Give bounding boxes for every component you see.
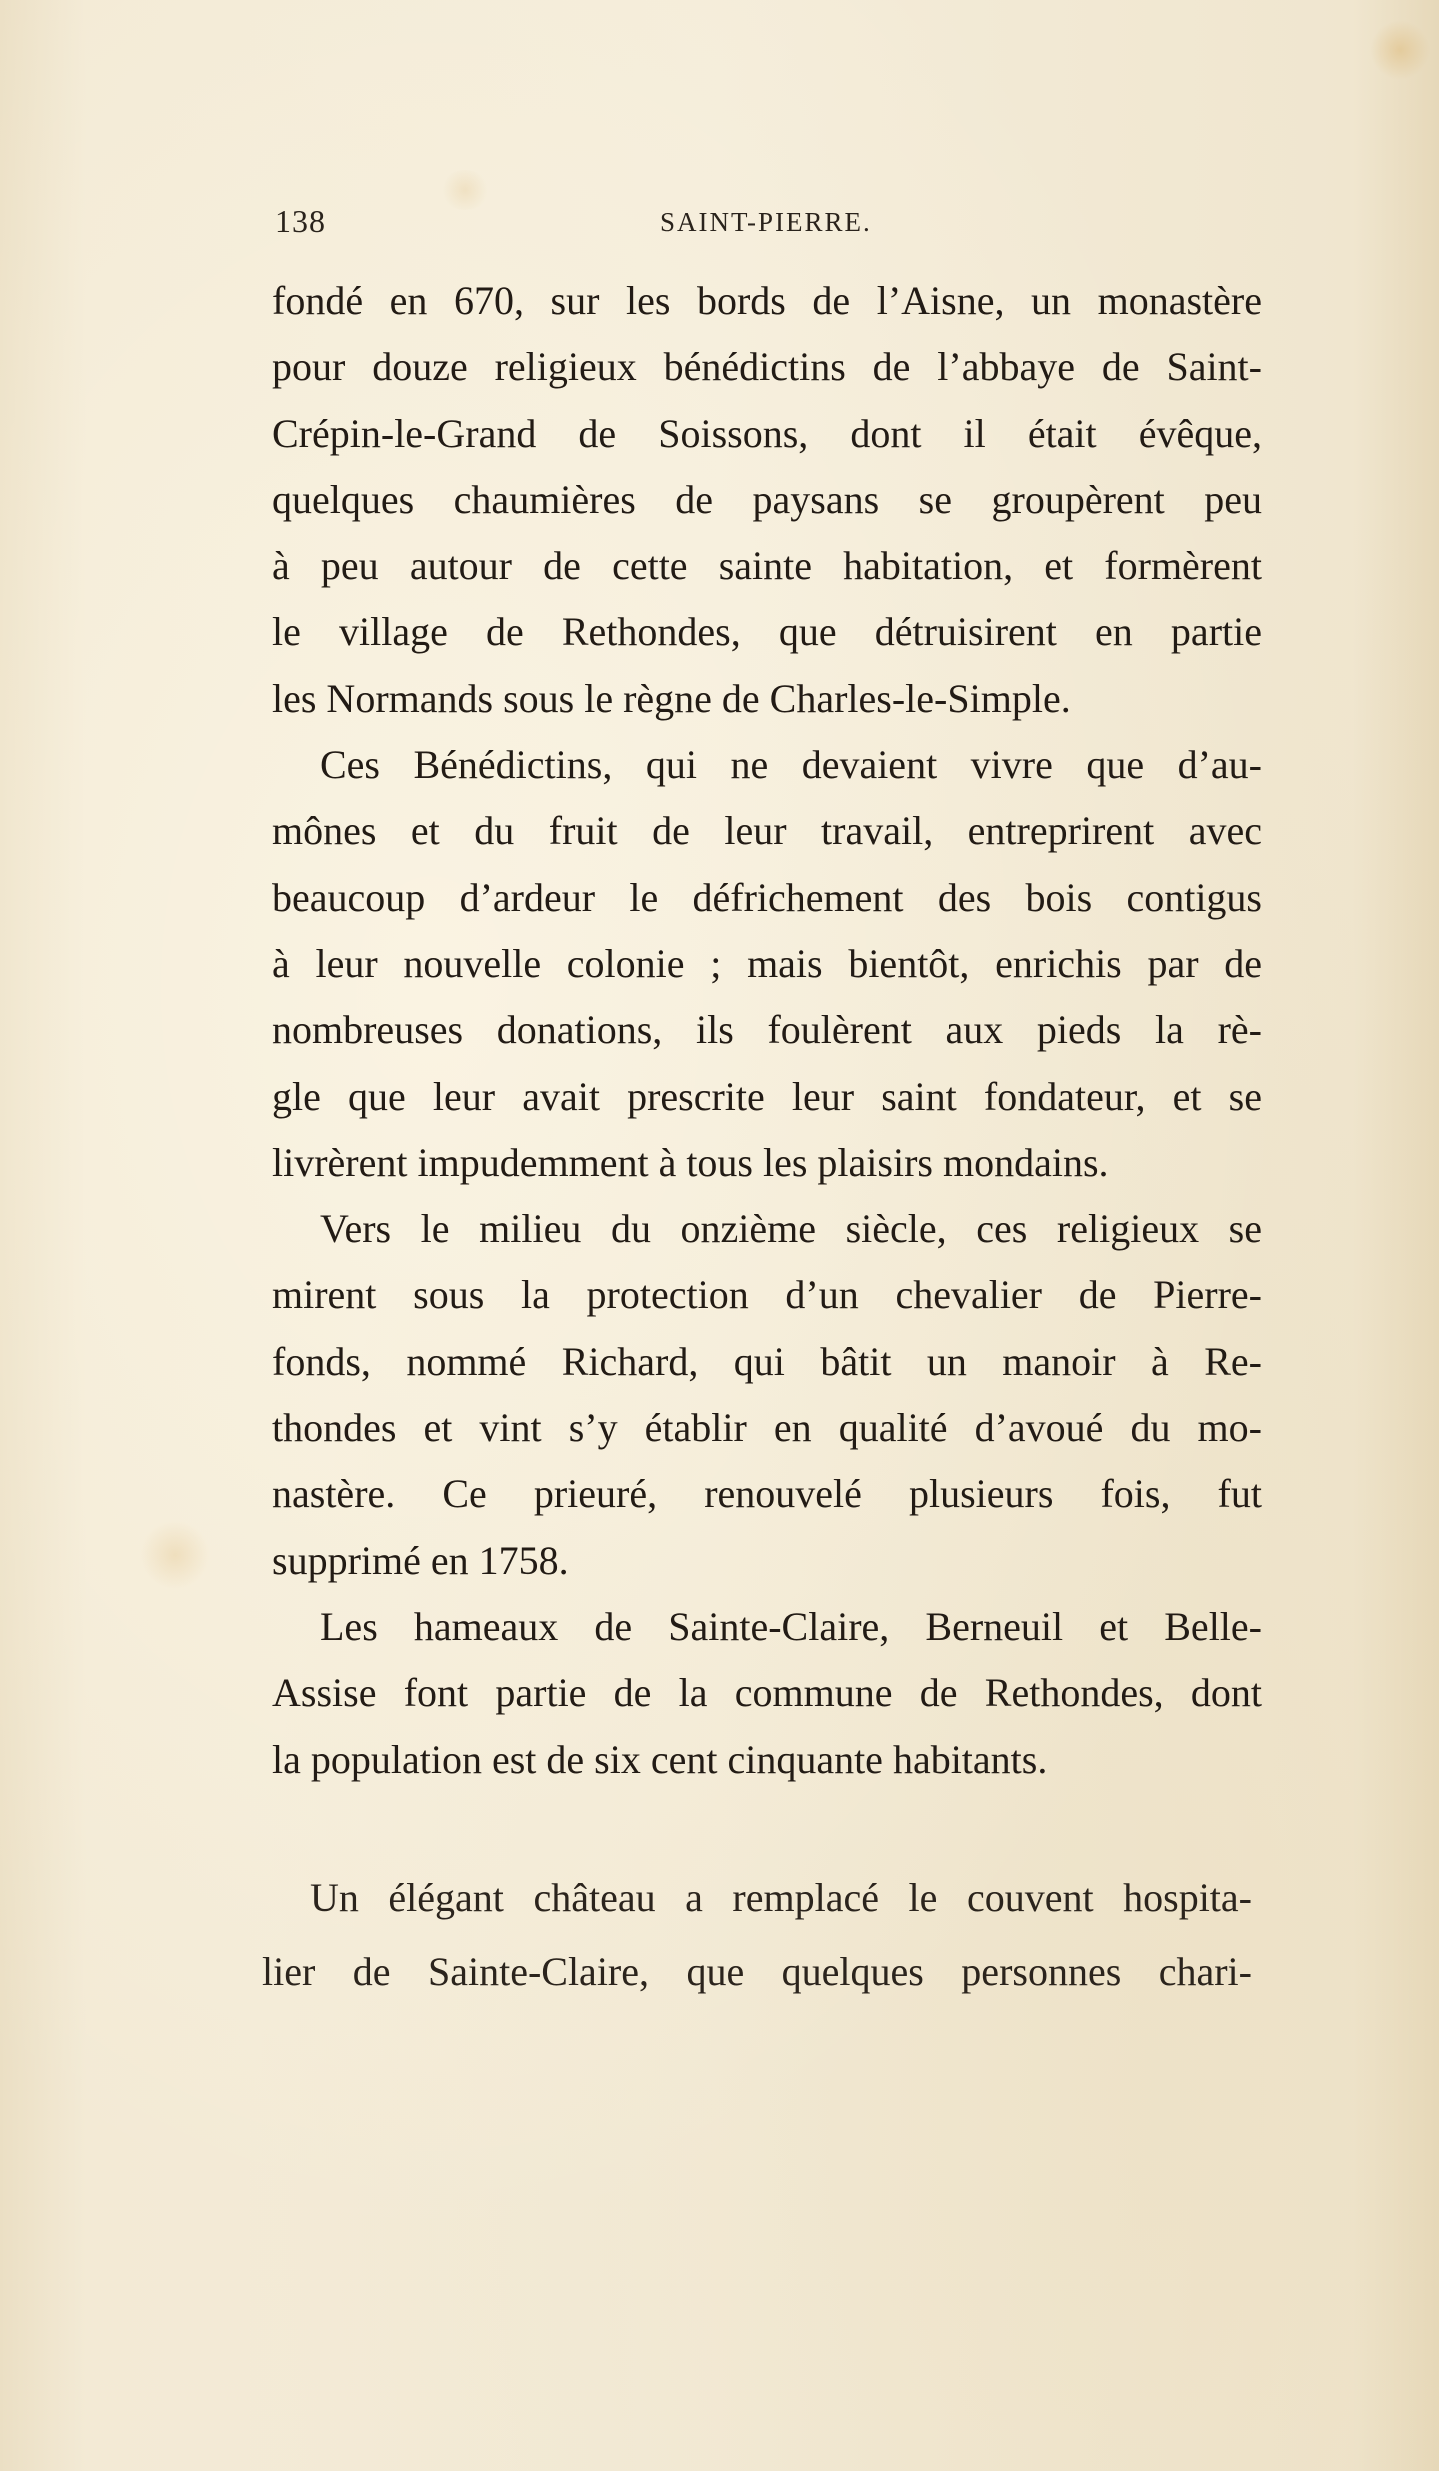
- text-line: Vers le milieu du onzième siècle, ces religieux se: [320, 1206, 1262, 1252]
- text-line: Un élégant château a remplacé le couvent hospita-: [310, 1875, 1252, 1920]
- text-line: à peu autour de cette sainte habitation, et formèrent: [272, 543, 1262, 589]
- text-line: Les hameaux de Sainte-Claire, Berneuil et Belle-: [320, 1603, 1262, 1649]
- text-line: supprimé en 1758.: [272, 1537, 569, 1583]
- text-line: mirent sous la protection d’un chevalier de Pierre-: [272, 1272, 1262, 1318]
- text-line: quelques chaumières de paysans se groupèrent peu: [272, 476, 1262, 522]
- text-line: fonds, nommé Richard, qui bâtit un manoir à Re-: [272, 1338, 1262, 1384]
- page-header: [275, 203, 1275, 253]
- page-stain: [1370, 20, 1430, 80]
- text-line: lier de Sainte-Claire, que quelques personnes chari-: [262, 1949, 1252, 1994]
- text-line: thondes et vint s’y établir en qualité d’avoué du mo-: [272, 1405, 1262, 1451]
- text-line: les Normands sous le règne de Charles-le-Simple.: [272, 675, 1071, 721]
- text-line: Assise font partie de la commune de Rethondes, dont: [272, 1670, 1262, 1716]
- text-line: mônes et du fruit de leur travail, entreprirent avec: [272, 808, 1262, 854]
- text-line: à leur nouvelle colonie ; mais bientôt, enrichis par de: [272, 940, 1262, 986]
- text-line: beaucoup d’ardeur le défrichement des bois contigus: [272, 874, 1262, 920]
- text-line: la population est de six cent cinquante habitants.: [272, 1736, 1048, 1782]
- text-line: livrèrent impudemment à tous les plaisirs mondains.: [272, 1139, 1109, 1185]
- body-text: [272, 268, 1262, 1793]
- text-line: Ces Bénédictins, qui ne devaient vivre que d’au-: [320, 742, 1262, 788]
- text-line: fondé en 670, sur les bords de l’Aisne, un monastère: [272, 278, 1262, 323]
- text-line: Crépin-le-Grand de Soissons, dont il était évêque,: [272, 410, 1262, 456]
- text-line: nastère. Ce prieuré, renouvelé plusieurs fois, fut: [272, 1471, 1262, 1517]
- text-line: pour douze religieux bénédictins de l’abbaye de Saint-: [272, 344, 1262, 390]
- page-stain: [140, 1520, 210, 1590]
- text-line: gle que leur avait prescrite leur saint fondateur, et se: [272, 1073, 1262, 1119]
- running-head: SAINT-PIERRE.: [660, 207, 872, 237]
- body-text-lower: [262, 1861, 1252, 2009]
- text-line: le village de Rethondes, que détruisirent en partie: [272, 609, 1262, 655]
- page-number: 138: [275, 203, 326, 239]
- text-line: nombreuses donations, ils foulèrent aux pieds la rè-: [272, 1007, 1262, 1053]
